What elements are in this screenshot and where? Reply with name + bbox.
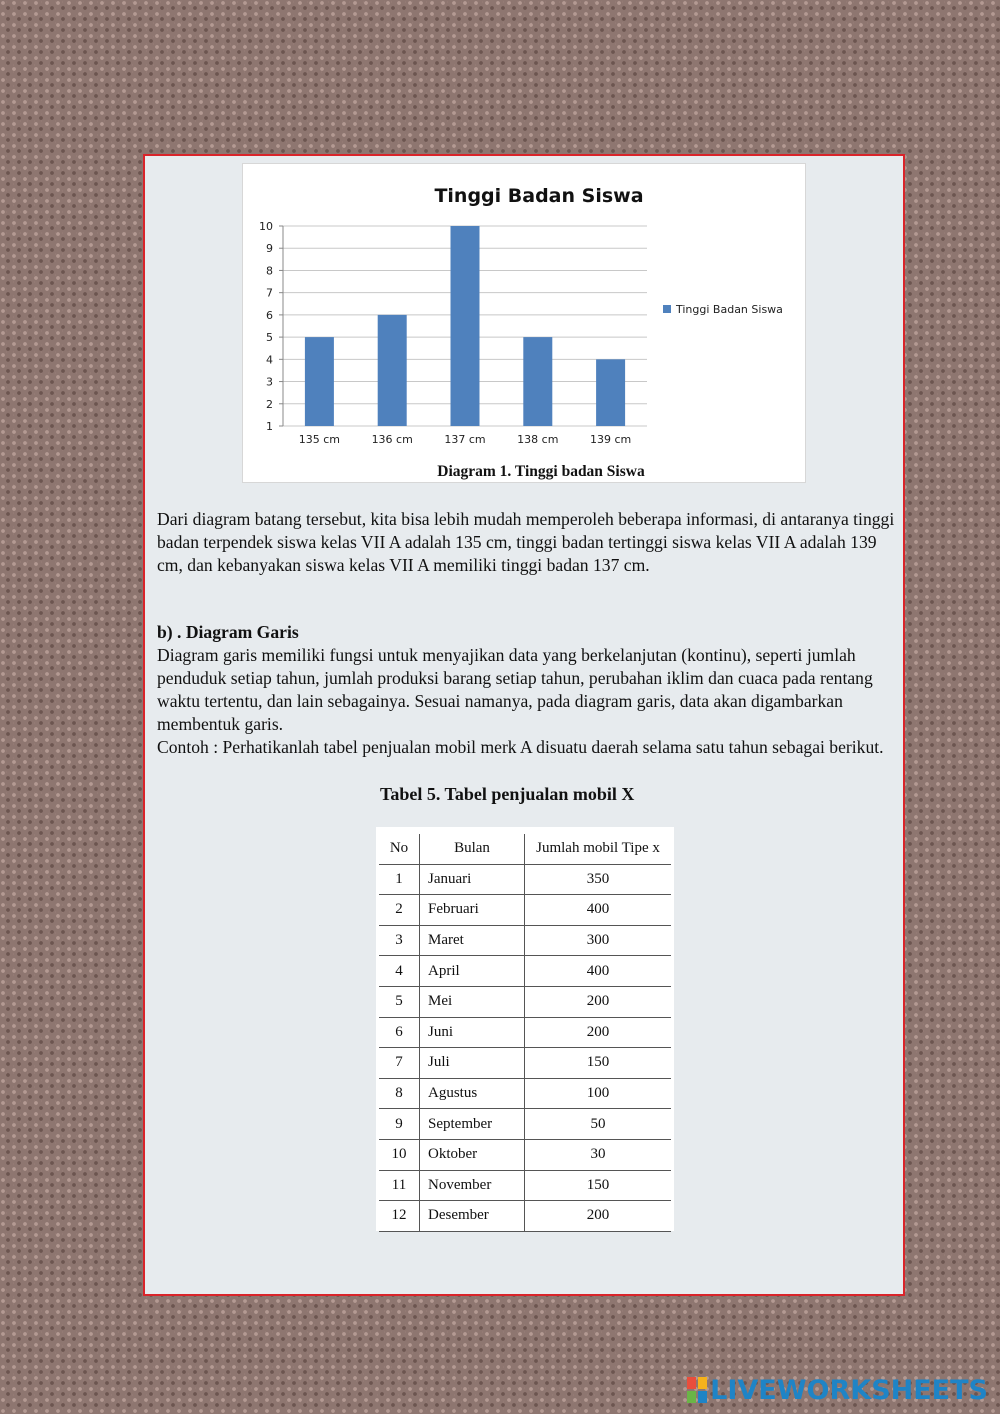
chart-title: Tinggi Badan Siswa <box>434 185 644 207</box>
y-tick-label: 5 <box>266 331 273 345</box>
cell-bulan: Oktober <box>420 1139 525 1170</box>
table-row <box>379 1048 671 1079</box>
table-row <box>379 1078 671 1109</box>
cell-no: 12 <box>379 1201 420 1232</box>
bar-139-cm <box>596 359 625 426</box>
cell-jumlah: 350 <box>525 864 672 895</box>
table-row <box>379 895 671 926</box>
table-row <box>379 864 671 895</box>
x-tick-label: 136 cm <box>371 433 413 446</box>
table-row <box>379 1170 671 1201</box>
cell-bulan: Desember <box>420 1201 525 1232</box>
section-example: Contoh : Perhatikanlah tabel penjualan mobil merk A disuatu daerah selama satu tahun sebagai berikut. <box>157 737 884 757</box>
cell-jumlah: 150 <box>525 1170 672 1201</box>
chart-svg <box>243 164 805 482</box>
header-jumlah: Jumlah mobil Tipe x <box>525 834 672 864</box>
x-tick-label: 139 cm <box>589 433 632 446</box>
cell-jumlah: 150 <box>525 1048 672 1079</box>
cell-bulan: Januari <box>420 864 525 895</box>
cell-jumlah: 300 <box>525 925 672 956</box>
table-row <box>379 956 671 987</box>
liveworksheets-logo-icon <box>686 1376 708 1404</box>
cell-bulan: Juli <box>420 1048 525 1079</box>
x-tick-label: 138 cm <box>517 433 559 446</box>
bar-137-cm <box>451 226 480 426</box>
table-row <box>379 1201 671 1232</box>
y-tick-label: 3 <box>266 375 273 389</box>
cell-bulan: Februari <box>420 895 525 926</box>
y-tick-label: 8 <box>266 264 273 278</box>
bar-135-cm <box>305 337 334 426</box>
section-text: Diagram garis memiliki fungsi untuk menyajikan data yang berkelanjutan (kontinu), seperti jumlah penduduk setiap tahun, jumlah produksi barang setiap tahun, perubahan iklim dan cuaca pada rentang waktu tertentu, dan lain sebagainya. Sesuai namanya, pada diagram garis, data akan digambarkan membentuk garis. <box>157 645 873 734</box>
bar-136-cm <box>378 315 407 426</box>
sales-table <box>379 834 671 1232</box>
cell-jumlah: 400 <box>525 895 672 926</box>
cell-no: 2 <box>379 895 420 926</box>
cell-jumlah: 100 <box>525 1078 672 1109</box>
x-tick-label: 135 cm <box>298 433 341 446</box>
header-no: No <box>379 834 420 864</box>
y-tick-label: 10 <box>259 220 273 233</box>
y-tick-label: 2 <box>266 397 273 411</box>
cell-bulan: September <box>420 1109 525 1140</box>
legend-label: Tinggi Badan Siswa <box>676 303 783 316</box>
section-heading: b) . Diagram Garis <box>157 622 299 642</box>
cell-no: 1 <box>379 864 420 895</box>
cell-jumlah: 30 <box>525 1139 672 1170</box>
table-row <box>379 986 671 1017</box>
cell-bulan: Mei <box>420 986 525 1017</box>
y-tick-label: 1 <box>266 420 273 433</box>
table-title: Tabel 5. Tabel penjualan mobil X <box>380 784 635 804</box>
y-tick-label: 9 <box>266 242 273 256</box>
sales-table-box <box>376 827 674 1231</box>
y-tick-label: 4 <box>266 353 273 367</box>
bar-chart <box>242 163 806 483</box>
header-bulan: Bulan <box>420 834 525 864</box>
cell-bulan: Juni <box>420 1017 525 1048</box>
cell-jumlah: 200 <box>525 986 672 1017</box>
cell-no: 3 <box>379 925 420 956</box>
x-tick-label: 137 cm <box>444 433 486 446</box>
section-diagram-garis <box>157 621 897 759</box>
cell-no: 5 <box>379 986 420 1017</box>
cell-no: 4 <box>379 956 420 987</box>
cell-jumlah: 400 <box>525 956 672 987</box>
cell-jumlah: 200 <box>525 1017 672 1048</box>
paragraph-bar-chart-info: Dari diagram batang tersebut, kita bisa lebih mudah memperoleh beberapa informasi, di antaranya tinggi badan terpendek siswa kelas VII A adalah 135 cm, tinggi badan tertinggi siswa kelas VII A adalah 139 cm, dan kebanyakan siswa kelas VII A memiliki tinggi badan 137 cm. <box>157 509 895 575</box>
legend-swatch <box>663 305 671 313</box>
liveworksheets-logo-text: LIVEWORKSHEETS <box>710 1374 988 1406</box>
liveworksheets-logo <box>686 1374 988 1406</box>
cell-bulan: April <box>420 956 525 987</box>
cell-bulan: November <box>420 1170 525 1201</box>
cell-jumlah: 50 <box>525 1109 672 1140</box>
cell-no: 7 <box>379 1048 420 1079</box>
chart-caption: Diagram 1. Tinggi badan Siswa <box>437 463 645 480</box>
cell-no: 8 <box>379 1078 420 1109</box>
cell-jumlah: 200 <box>525 1201 672 1232</box>
cell-bulan: Agustus <box>420 1078 525 1109</box>
table-row <box>379 1139 671 1170</box>
y-tick-label: 7 <box>266 286 273 300</box>
table-row <box>379 925 671 956</box>
table-row <box>379 1017 671 1048</box>
y-tick-label: 6 <box>266 308 273 322</box>
bar-138-cm <box>523 337 552 426</box>
cell-no: 9 <box>379 1109 420 1140</box>
cell-no: 11 <box>379 1170 420 1201</box>
table-row <box>379 1109 671 1140</box>
table-header-row <box>379 834 671 864</box>
cell-no: 10 <box>379 1139 420 1170</box>
cell-no: 6 <box>379 1017 420 1048</box>
cell-bulan: Maret <box>420 925 525 956</box>
